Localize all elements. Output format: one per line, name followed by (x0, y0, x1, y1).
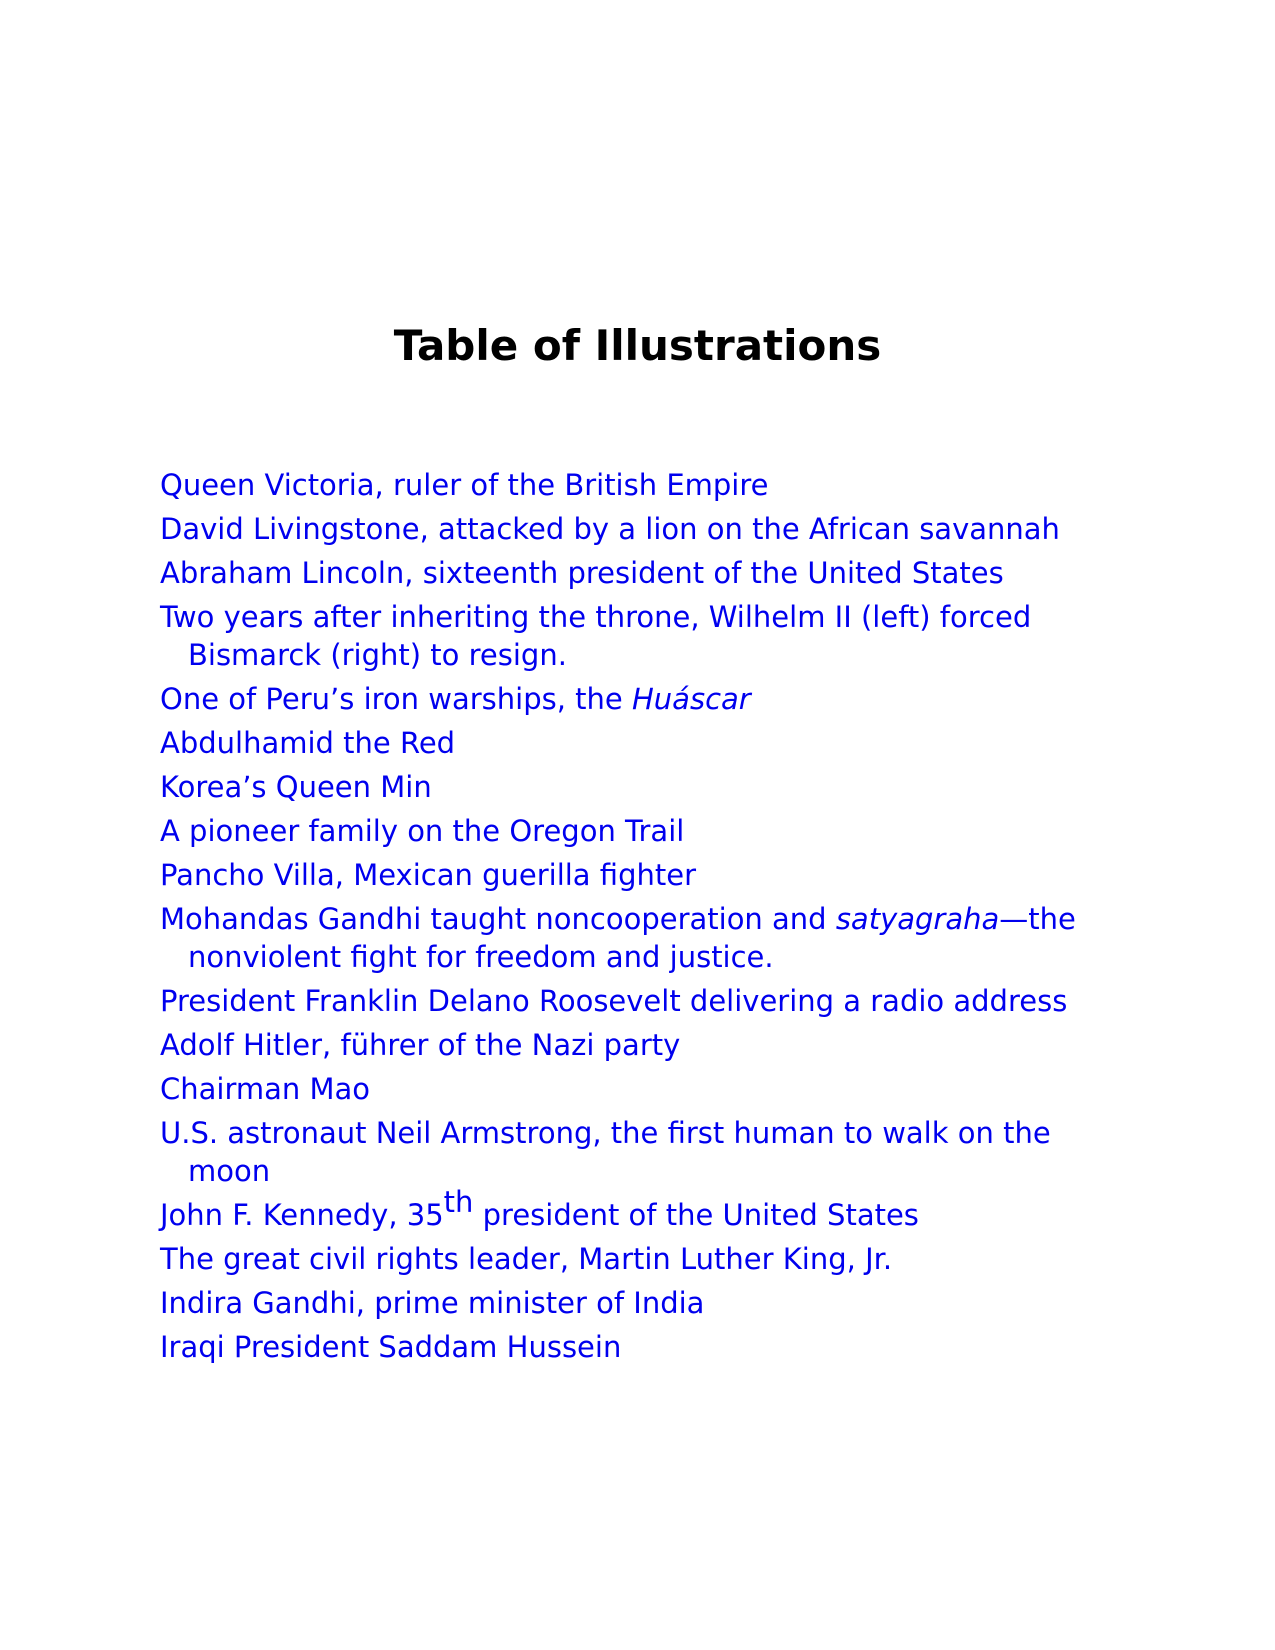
illustration-link-fdr[interactable]: President Franklin Delano Roosevelt delivering a radio address (160, 984, 1068, 1018)
illustration-link-indira-gandhi[interactable]: Indira Gandhi, prime minister of India (160, 1286, 705, 1320)
illustration-link-wilhelm-bismarck[interactable]: Two years after inheriting the throne, Wilhelm II (left) forced Bismarck (right) to resign. (160, 600, 1032, 672)
illustration-link-neil-armstrong[interactable]: U.S. astronaut Neil Armstrong, the first human to walk on the moon (160, 1116, 1051, 1188)
illustration-link-queen-victoria[interactable]: Queen Victoria, ruler of the British Empire (160, 468, 769, 502)
illustration-link-pancho-villa[interactable]: Pancho Villa, Mexican guerilla fighter (160, 858, 696, 892)
illustration-link-saddam-hussein[interactable]: Iraqi President Saddam Hussein (160, 1330, 622, 1364)
illustration-link-abraham-lincoln[interactable]: Abraham Lincoln, sixteenth president of the United States (160, 556, 1004, 590)
page-title: Table of Illustrations (393, 321, 882, 370)
illustration-link-queen-min[interactable]: Korea’s Queen Min (160, 770, 432, 804)
illustration-link-huascar[interactable]: One of Peru’s iron warships, the Huáscar (160, 682, 751, 716)
illustration-link-mohandas-gandhi[interactable]: Mohandas Gandhi taught noncooperation and satyagraha—the nonviolent fight for freedom and justice. (160, 902, 1076, 974)
illustration-link-jfk[interactable]: John F. Kennedy, 35th president of the United States (160, 1185, 919, 1232)
illustration-link-mlk[interactable]: The great civil rights leader, Martin Luther King, Jr. (160, 1242, 893, 1276)
illustration-link-adolf-hitler[interactable]: Adolf Hitler, führer of the Nazi party (160, 1028, 681, 1062)
illustration-link-david-livingstone[interactable]: David Livingstone, attacked by a lion on the African savannah (160, 512, 1060, 546)
illustrations-list (160, 466, 1120, 1372)
illustration-link-abdulhamid[interactable]: Abdulhamid the Red (160, 726, 456, 760)
illustration-link-oregon-trail[interactable]: A pioneer family on the Oregon Trail (160, 814, 685, 848)
illustration-link-chairman-mao[interactable]: Chairman Mao (160, 1072, 371, 1106)
